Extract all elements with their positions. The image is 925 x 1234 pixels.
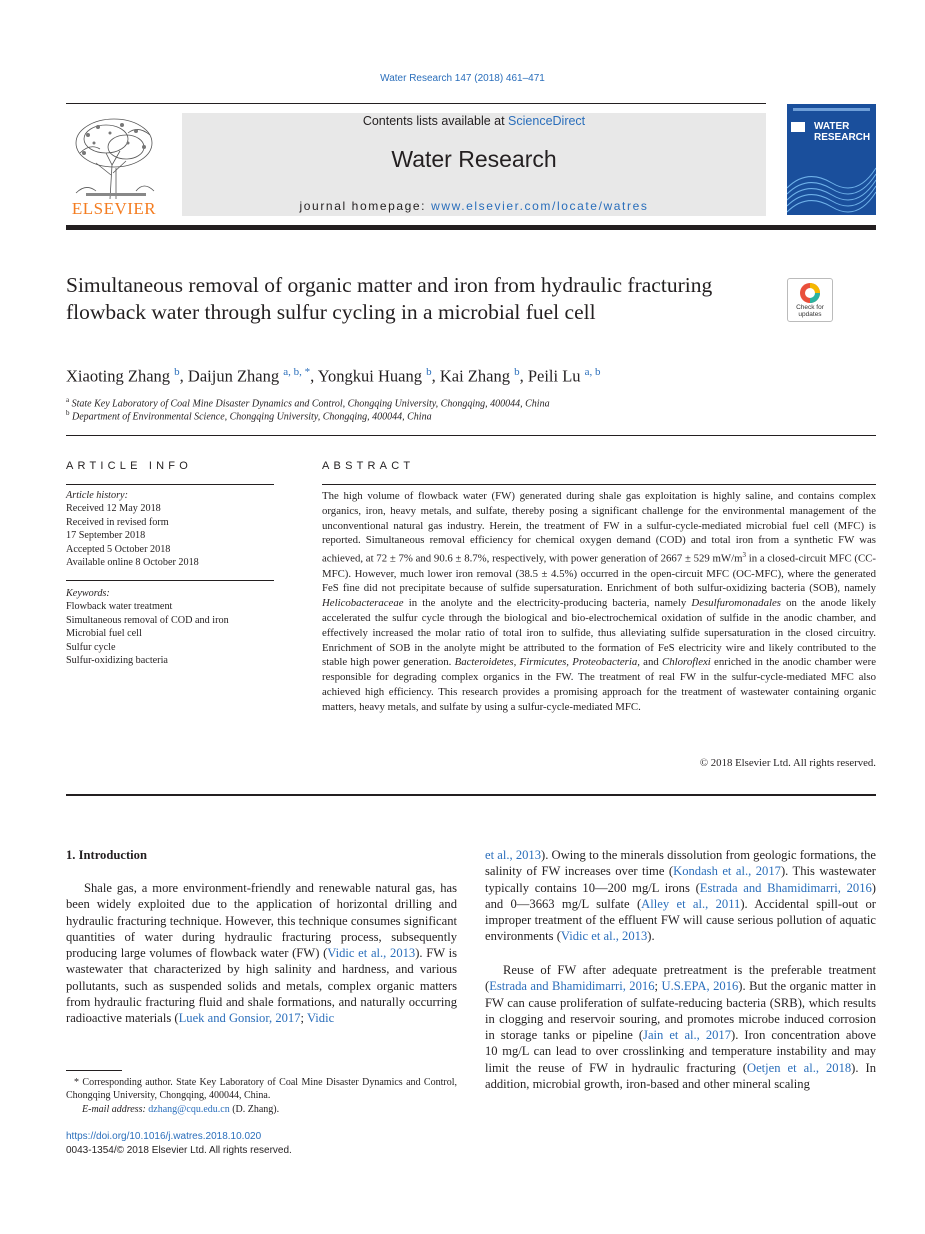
reference-link[interactable]: Estrada and Bhamidimarri, 2016 <box>489 979 655 994</box>
journal-homepage: journal homepage: www.elsevier.com/locate/watres <box>299 199 649 213</box>
reference-link[interactable]: Alley et al., 2011 <box>641 896 741 911</box>
reference-link[interactable]: Luek and Gonsior, 2017 <box>178 1011 301 1026</box>
check-for-updates-badge[interactable]: Check for updates <box>787 278 833 322</box>
affiliation-a: $^a$ State Key Laboratory of Coal Mine Disaster Dynamics and Control, Chongqing University, Chongqing, 400044, China <box>66 396 550 410</box>
cover-wave-graphic <box>787 148 876 215</box>
divider <box>66 794 876 796</box>
reference-link[interactable]: et al., 2013 <box>485 848 542 862</box>
keywords <box>66 587 276 667</box>
publisher-wordmark: ELSEVIER <box>71 199 157 218</box>
affiliation-marker[interactable]: b <box>426 366 432 378</box>
homepage-link[interactable]: www.elsevier.com/locate/watres <box>431 199 649 213</box>
reference-link[interactable]: Estrada and Bhamidimarri, 2016 <box>699 880 872 895</box>
author-name[interactable]: Kai Zhang <box>439 366 510 386</box>
abstract-heading: ABSTRACT <box>322 460 415 472</box>
keyword-item: Flowback water treatment <box>66 601 173 613</box>
history-item: Received 12 May 2018 <box>66 503 161 515</box>
email-link[interactable]: dzhang@cqu.edu.cn <box>148 1103 230 1115</box>
keyword-item: Microbial fuel cell <box>66 628 142 640</box>
history-item: 17 September 2018 <box>66 530 146 542</box>
doi-link[interactable]: https://doi.org/10.1016/j.watres.2018.10.020 <box>66 1131 262 1142</box>
citation-line[interactable]: Water Research 147 (2018) 461–471 <box>380 73 545 84</box>
divider <box>66 484 274 485</box>
keyword-item: Sulfur-oxidizing bacteria <box>66 655 168 667</box>
article-title: Simultaneous removal of organic matter and iron from hydraulic fracturing flowback water through sulfur cycling in a microbial fuel cell <box>66 273 713 324</box>
reference-link[interactable]: Jain et al., 2017 <box>643 1028 732 1043</box>
intro-right-paragraph-2: Reuse of FW after adequate pretreatment is the preferable treatment (Estrada and Bhamidimarri, 2016; U.S.EPA, 2016). But the organic matter in FW can cause proliferation of sulfate-reducing bacteria (SRB), which results in clogging and reservoir souring, and promotes microbe induced corrosion in storage tanks or pipeline (Jain et al., 2017). Iron concentration above 10 mg/L can lead to over crosslinking and temperature instability and may limit the reuse of FW in hydraulic fracturing (Oetjen et al., 2018). In addition, microbial growth, iron-based and other mineral scaling <box>485 963 876 1092</box>
keyword-item: Simultaneous removal of COD and iron <box>66 614 229 626</box>
author-name[interactable]: Daijun Zhang <box>187 366 280 386</box>
intro-right-paragraph-1: et al., 2013). Owing to the minerals dissolution from geologic formations, the salinity of FW increases over time (Kondash et al., 2017). This wastewater typically contains 10—200 mg/L irons (Estrada and Bhamidimarri, 2016) and 0—3663 mg/L sulfate (Alley et al., 2011). Accidental spill-out or improper treatment of the effluent FW will cause serious pollution of aquatic environments (Vidic et al., 2013). <box>485 848 877 944</box>
reference-link[interactable]: Vidic et al., 2013 <box>327 946 416 961</box>
history-item: Received in revised form <box>66 516 169 528</box>
footnote-rule <box>66 1070 122 1071</box>
reference-link[interactable]: Kondash et al., 2017 <box>673 864 781 879</box>
keyword-item: Sulfur cycle <box>66 641 116 653</box>
reference-link[interactable]: U.S.EPA, 2016 <box>661 979 739 994</box>
issn-line: 0043-1354/© 2018 Elsevier Ltd. All rights reserved. <box>66 1145 292 1156</box>
section-heading-introduction: 1. Introduction <box>66 848 147 862</box>
sciencedirect-link[interactable]: ScienceDirect <box>508 114 586 128</box>
journal-cover-thumbnail[interactable]: WATER RESEARCH <box>787 104 876 215</box>
history-item: Accepted 5 October 2018 <box>66 543 171 555</box>
author-name[interactable]: Yongkui Huang <box>317 366 422 386</box>
affiliation-b: $^b$ Department of Environmental Science, Chongqing University, Chongqing, 400044, China <box>66 409 432 423</box>
reference-link[interactable]: Vidic et al., 2013 <box>560 929 648 944</box>
header-top-rule <box>66 103 766 104</box>
article-history <box>66 489 276 569</box>
journal-header <box>182 113 766 216</box>
article-info-heading: ARTICLE INFO <box>66 460 192 472</box>
reference-link[interactable]: Vidic <box>306 1011 335 1026</box>
corresponding-author-footnote: * Corresponding author. State Key Laboratory of Coal Mine Disaster Dynamics and Control, Chongqing University, Chongqing, 400044, China. E-mail address: dzhang@cqu.edu.cn (D. Zhang). <box>66 1077 457 1115</box>
contents-line: Contents lists available at ScienceDirect <box>362 114 586 128</box>
keywords-label: Keywords: <box>66 588 110 599</box>
abstract-copyright: © 2018 Elsevier Ltd. All rights reserved. <box>699 757 876 769</box>
iwa-logo-icon <box>791 122 805 132</box>
author-name[interactable]: Xiaoting Zhang <box>66 366 171 386</box>
elsevier-logo[interactable] <box>66 113 162 217</box>
affiliation-marker[interactable]: a, b, * <box>283 366 311 378</box>
header-thick-rule <box>66 225 876 230</box>
intro-left-paragraph: Shale gas, a more environment-friendly and renewable natural gas, has been widely exploited due to the application of horizontal drilling and hydraulic fracturing technique. However, this technique consumes significant quantities of water during hydraulic fracturing process, subsequently producing large volumes of flowback water (FW) (Vidic et al., 2013). FW is wastewater that characterized by high salinity and hardness, and various pollutants, such as suspended solids and metals, complex organic matters from hydraulic fracturing fluid and shale formations, and naturally occurring radioactive materials (Luek and Gonsior, 2017; Vidic <box>66 881 457 1026</box>
abstract-text: The high volume of flowback water (FW) generated during shale gas exploitation is highly saline, and contains complex organics, iron, heavy metals, and sulfate, thereby posing a significant challenge for the environmental management of the unconventional natural gas industry. Herein, the treatment of FW in a sulfur-cycle-mediated microbial fuel cell (MFC) is reported. Simultaneous removal efficiency for chemical oxygen demand (COD) and total iron from a synthetic FW was achieved, at 72 ± 7% and 90.6 ± 8.7%, respectively, with power generation of 2667 ± 529 $mW/m^3$ in a closed-circuit MFC (CC-MFC). However, much lower iron removal (38.5 ± 4.5%) occurred in the open-circuit MFC (OC-MFC), where the generated FeS fine did not precipitate because of sulfide supersaturation. Enrichment of both sulfur-oxidizing bacteria (SOB), namely Helicobacteraceae in the anolyte and the electricity-producing bacteria, namely Desulfuromonadales on the anode likely accelerated the sulfur cycle through the biological and bio-electrochemical oxidation of sulfide in the anodic chamber, and effectively increased the molar ratio of total iron to sulfide, thus alleviating sulfide supersaturation in the closed circuitry. Enrichment of SOB in the anolyte might be attributed to the formation of FeS electricity wire and likely contributed to the stable high power generation. Bacteroidetes, Firmicutes, Proteobacteria, and Chloroflexi enriched in the anodic chamber were responsible for degrading complex organics in the FW. The treatment of real FW in the sulfur-cycle-mediated MFC also achieved high efficiency. This research provides a promising approach for the treatment of wastewater containing organic matters, heavy metals, and sulfate by using a sulfur-cycle-mediated MFC. <box>322 490 876 713</box>
history-label: Article history: <box>66 490 128 501</box>
affiliation-marker[interactable]: b <box>514 366 520 378</box>
divider <box>66 435 876 436</box>
author-name[interactable]: Peili Lu <box>527 366 581 386</box>
crossmark-icon <box>799 282 821 304</box>
reference-link[interactable]: Oetjen et al., 2018 <box>746 1060 852 1075</box>
divider <box>322 484 876 485</box>
divider <box>66 580 274 581</box>
author-list: Xiaoting Zhang $^b$, Daijun Zhang $^{a, b, *}$, Yongkui Huang $^b$, Kai Zhang $^b$, Peili Lu $^{a, b}$ <box>66 366 601 386</box>
history-item: Available online 8 October 2018 <box>66 557 199 569</box>
affiliation-marker[interactable]: b <box>174 366 180 378</box>
journal-name: Water Research <box>391 146 557 172</box>
affiliation-marker[interactable]: a, b <box>584 366 601 378</box>
elsevier-tree-icon <box>66 113 162 199</box>
